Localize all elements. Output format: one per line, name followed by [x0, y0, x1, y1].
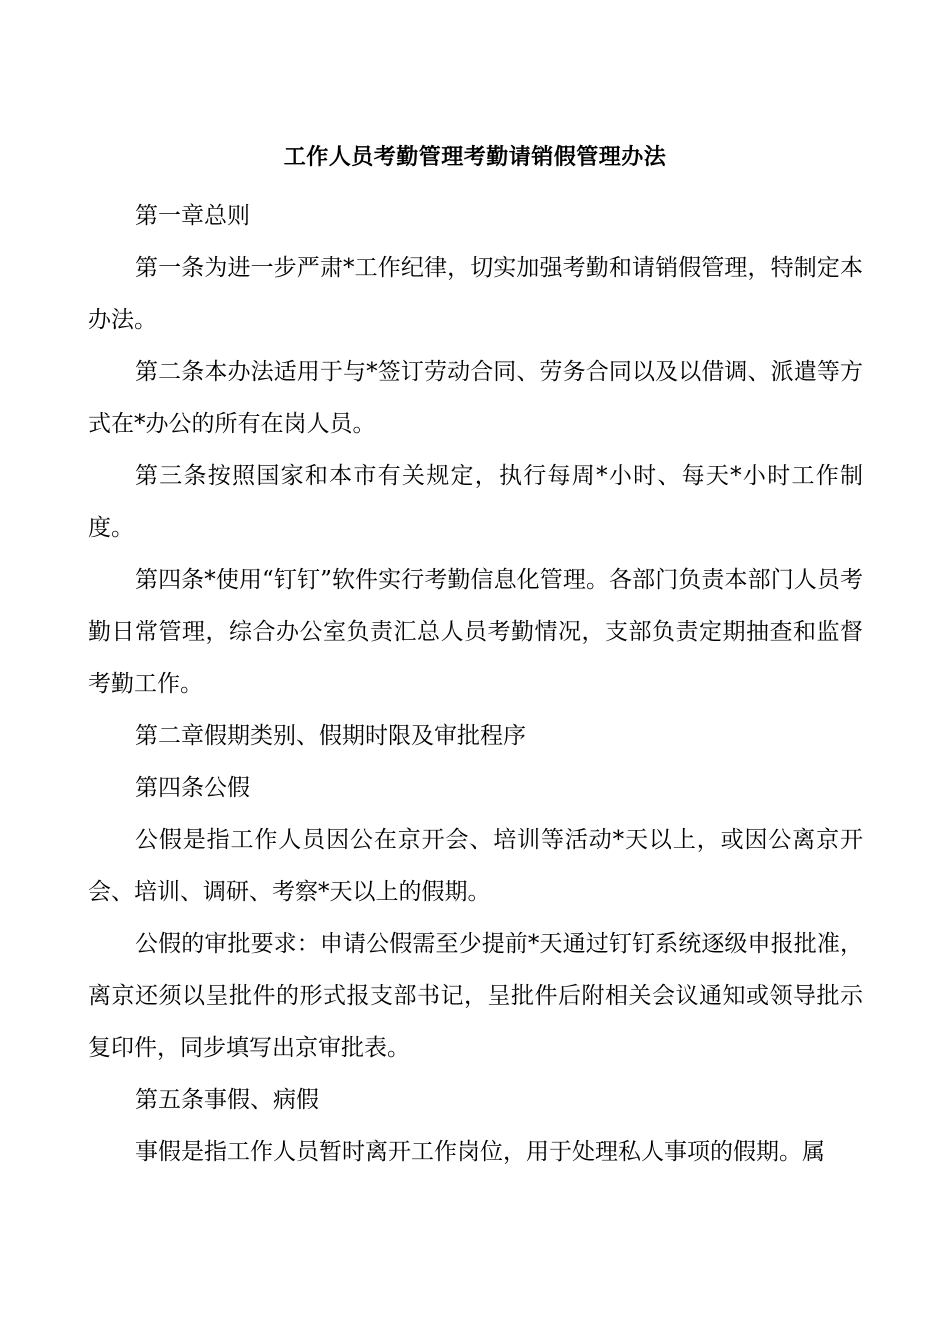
document-body [88, 190, 863, 1178]
article-paragraph: 第四条*使用“钉钉”软件实行考勤信息化管理。各部门负责本部门人员考勤日常管理，综合办公室负责汇总人员考勤情况，支部负责定期抽查和监督考勤工作。 [88, 567, 863, 697]
article-heading: 第五条事假、病假 [135, 1087, 319, 1113]
article-paragraph: 公假的审批要求：申请公假需至少提前*天通过钉钉系统逐级申报批准，离京还须以呈批件的形式报支部书记，呈批件后附相关会议通知或领导批示复印件，同步填写出京审批表。 [88, 931, 863, 1061]
article-paragraph: 第三条按照国家和本市有关规定，执行每周*小时、每天*小时工作制度。 [88, 463, 863, 541]
article-paragraph: 第二条本办法适用于与*签订劳动合同、劳务合同以及以借调、派遣等方式在*办公的所有在岗人员。 [88, 359, 863, 437]
article-paragraph: 公假是指工作人员因公在京开会、培训等活动*天以上，或因公离京开会、培训、调研、考察*天以上的假期。 [88, 827, 863, 905]
document-title: 工作人员考勤管理考勤请销假管理办法 [283, 145, 667, 170]
article-heading: 第四条公假 [135, 775, 250, 801]
chapter-heading: 第一章总则 [135, 203, 250, 229]
article-paragraph: 第一条为进一步严肃*工作纪律，切实加强考勤和请销假管理，特制定本办法。 [88, 255, 863, 333]
chapter-heading: 第二章假期类别、假期时限及审批程序 [135, 723, 526, 749]
article-paragraph: 事假是指工作人员暂时离开工作岗位，用于处理私人事项的假期。属 [135, 1139, 825, 1165]
